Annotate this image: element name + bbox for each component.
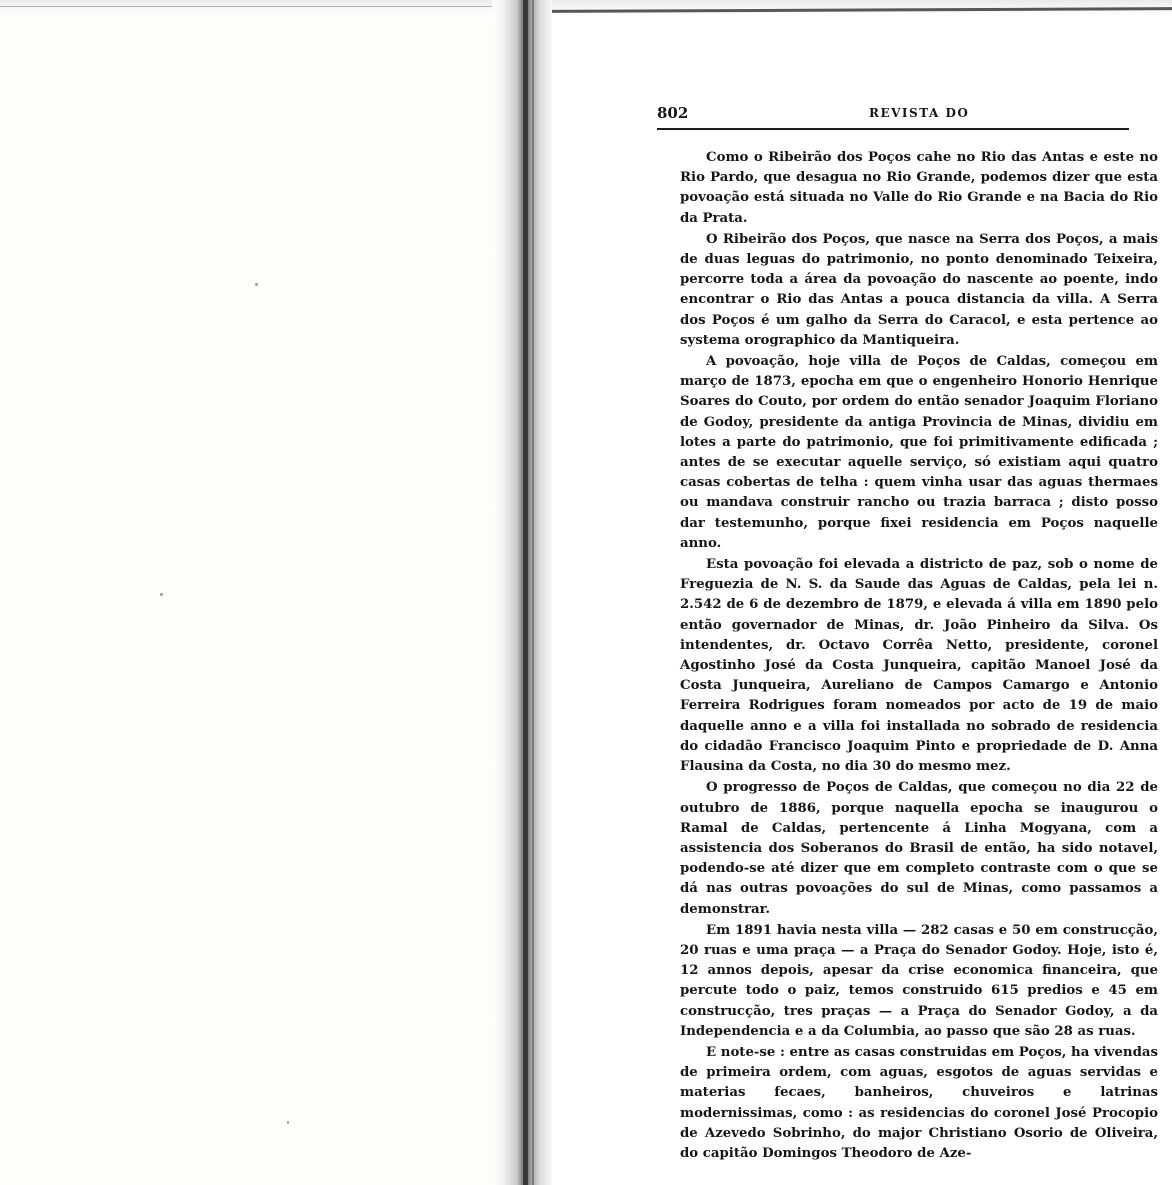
book-spine-shadow [532,0,534,1185]
header-rule [657,128,1129,130]
scan-speck [255,283,258,286]
paragraph: O progresso de Poços de Caldas, que começou no dia 22 de outubro de 1886, porque naquella epocha se inaugurou o Ramal de Caldas, pertencente á Linha Mogyana, com a assistencia dos Soberanos do Brasil de então, ha sido notavel, podendo-se até dizer que em completo contraste com o que se dá nas outras povoações do sul de Minas, como passamos a demonstrar. [680,780,1158,917]
book-spine-shadow [523,0,528,1185]
text-page [552,0,1172,1185]
left-blank-page [0,0,520,1185]
paragraph: Em 1891 havia nesta villa — 282 casas e 50 em construcção, 20 ruas e uma praça — a Praça do Senador Godoy. Hoje, isto é, 12 annos depois, apesar da crise economica financeira, que percute todo o paiz, temos construido 615 predios e 45 em construcção, tres praças — a Praça do Senador Godoy, a da Independencia e a da Columbia, ao passo que são 28 as ruas. [680,922,1158,1039]
scan-edge-line [0,6,520,7]
scan-speck [160,593,163,596]
paragraph: Esta povoação foi elevada a districto de paz, sob o nome de Freguezia de N. S. da Saude das Aguas de Caldas, pela lei n. 2.542 de 6 de dezembro de 1879, e elevada á villa em 1890 pelo então governador de Minas, dr. João Pinheiro da Silva. Os intendentes, dr. Octavo Corrêa Netto, presidente, coronel Agostinho José da Costa Junqueira, capitão Manoel José da Costa Junqueira, Aureliano de Campos Camargo e Antonio Ferreira Rodrigues foram nomeados por acto de 19 de maio daquelle anno e a villa foi installada no sobrado de residencia do cidadão Francisco Joaquim Pinto e propriedade de D. Anna Flausina da Costa, no dia 30 do mesmo mez. [680,557,1158,775]
running-head [657,104,1127,126]
book-gutter [492,0,552,1185]
article-body [680,148,1158,1165]
paragraph: Como o Ribeirão dos Poços cahe no Rio das Antas e este no Rio Pardo, que desagua no Rio Grande, podemos dizer que esta povoação está situada no Valle do Rio Grande e na Bacia do Rio da Prata. [680,150,1158,226]
page-number: 802 [657,104,689,122]
paragraph: O Ribeirão dos Poços, que nasce na Serra dos Poços, a mais de duas leguas do patrimonio, no ponto denominado Teixeira, percorre toda a área da povoação do nascente ao poente, indo encontrar o Rio das Antas a pouca distancia da villa. A Serra dos Poços é um galho da Serra do Caracol, e esta pertence ao systema orographico da Mantiqueira. [680,231,1158,348]
paragraph: A povoação, hoje villa de Poços de Caldas, começou em março de 1873, epocha em que o engenheiro Honorio Henrique Soares do Couto, por ordem do então senador Joaquim Floriano de Godoy, presidente da antiga Provincia de Minas, dividiu em lotes a parte do patrimonio, que foi primitivamente edificada ; antes de se executar aquelle serviço, só existiam aqui quatro casas cobertas de telha : quem vinha usar das aguas thermaes ou mandava construir rancho ou trazia barraca ; disto posso dar testemunho, porque fixei residencia em Poços naquelle anno. [680,354,1158,551]
journal-title: REVISTA DO [869,106,970,120]
scan-speck [287,1121,289,1124]
paragraph: E note-se : entre as casas construidas em Poços, ha vivendas de primeira ordem, com aguas, esgotos de aguas servidas e materias fecaes, banheiros, chuveiros e latrinas modernissimas, como : as residencias do coronel José Procopio de Azevedo Sobrinho, do major Christiano Osorio de Oliveira, do capitão Domingos Theodoro de Aze- [680,1044,1158,1161]
